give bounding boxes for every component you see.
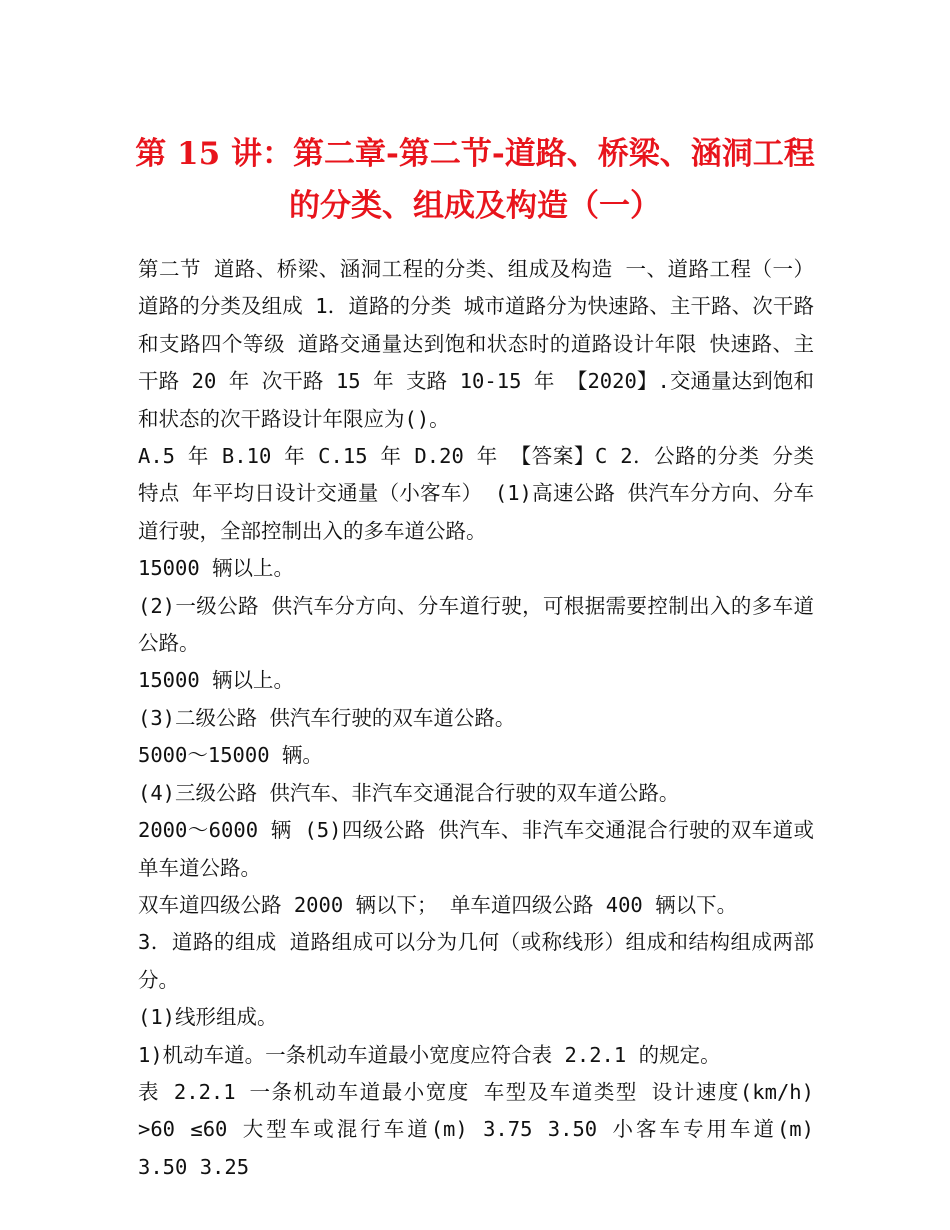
document-body xyxy=(138,251,814,1186)
paragraph-12: (1)线形组成。 xyxy=(138,1005,278,1030)
paragraph-3: 15000 辆以上。 xyxy=(138,556,295,581)
paragraph-5: 15000 辆以上。 xyxy=(138,668,295,693)
paragraph-13: 1)机动车道。一条机动车道最小宽度应符合表 2.2.1 的规定。 xyxy=(138,1042,721,1067)
paragraph-14: 表 2.2.1 一条机动车道最小宽度 车型及车道类型 设计速度(km/h) >60 ≤60 大型车或混行车道(m) 3.75 3.50 小客车专用车道(m) 3.50 3.25 xyxy=(138,1079,814,1179)
paragraph-11: 3．道路的组成 道路组成可以分为几何（或称线形）组成和结构组成两部分。 xyxy=(138,930,814,992)
paragraph-8: (4)三级公路 供汽车、非汽车交通混合行驶的双车道公路。 xyxy=(138,780,680,805)
paragraph-10: 双车道四级公路 2000 辆以下； 单车道四级公路 400 辆以下。 xyxy=(138,892,738,917)
paragraph-2: A.5 年 B.10 年 C.15 年 D.20 年 【答案】C 2．公路的分类 分类 特点 年平均日设计交通量（小客车） (1)高速公路 供汽车分方向、分车道行驶，全部控制出入的多车道公路。 xyxy=(138,444,814,543)
paragraph-6: (3)二级公路 供汽车行驶的双车道公路。 xyxy=(138,705,516,730)
paragraph-7: 5000～15000 辆。 xyxy=(138,743,323,768)
paragraph-1: 第二节 道路、桥梁、涵洞工程的分类、组成及构造 一、道路工程（一）道路的分类及组成 1．道路的分类 城市道路分为快速路、主干路、次干路和支路四个等级 道路交通量达到饱和状态时的道路设计年限 快速路、主干路 20 年 次干路 15 年 支路 10-15 年 【2020】.交通量达到饱和和状态的次干路设计年限应为()。 xyxy=(138,257,814,431)
paragraph-4: (2)一级公路 供汽车分方向、分车道行驶，可根据需要控制出入的多车道公路。 xyxy=(138,593,814,656)
page-title: 第 15 讲：第二章-第二节-道路、桥梁、涵洞工程的分类、组成及构造（一） xyxy=(135,136,815,224)
paragraph-9: 2000～6000 辆 (5)四级公路 供汽车、非汽车交通混合行驶的双车道或单车道公路。 xyxy=(138,818,814,880)
